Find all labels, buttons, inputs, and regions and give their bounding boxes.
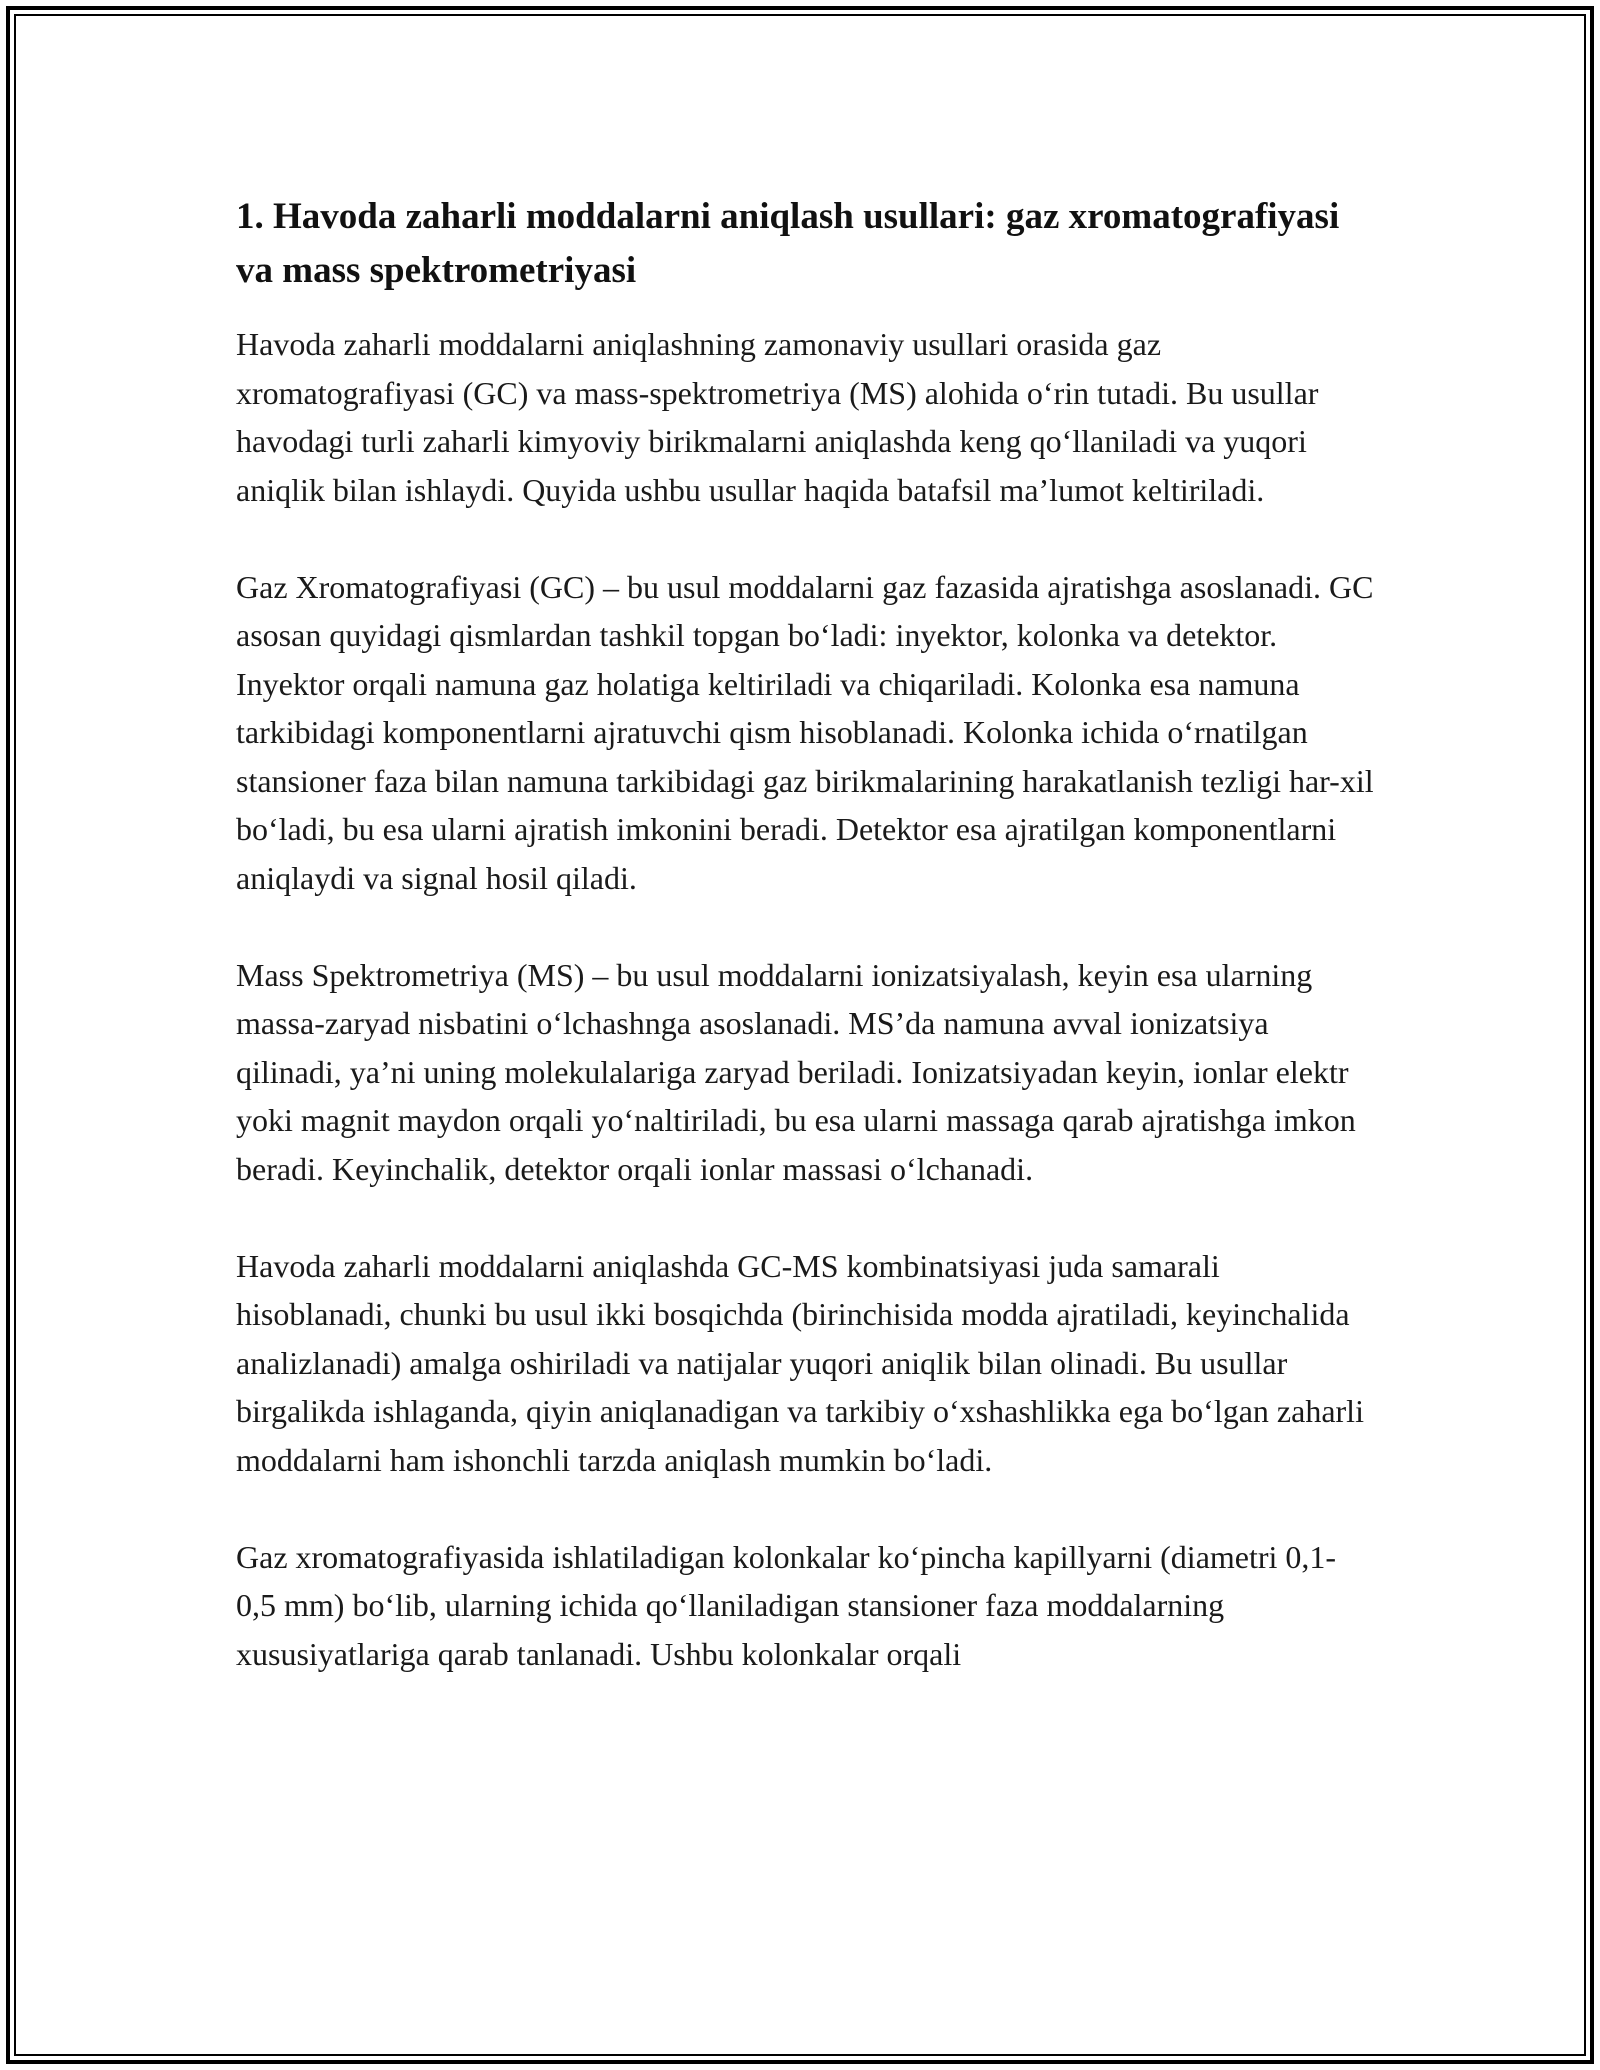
section-heading: 1. Havoda zaharli moddalarni aniqlash usullari: gaz xromatografiyasi va mass spektrometriyasi (236, 196, 1340, 291)
paragraph-gc-ms-combination: Havoda zaharli moddalarni aniqlashda GC-MS kombinatsiyasi juda samarali hisoblanadi, chunki bu usul ikki bosqichda (birinchisida modda ajratiladi, keyinchalida analizlanadi) amalga oshiriladi va natijalar yuqori aniqlik bilan olinadi. Bu usullar birgalikda ishlaganda, qiyin aniqlanadigan va tarkibiy o‘xshashlikka ega bo‘lgan zaharli moddalarni ham ishonchli tarzda aniqlash mumkin bo‘ladi. (236, 1247, 1364, 1478)
paragraph-gas-chromatography: Gaz Xromatografiyasi (GC) – bu usul moddalarni gaz fazasida ajratishga asoslanadi. GC asosan quyidagi qismlardan tashkil topgan bo‘ladi: inyektor, kolonka va detektor. Inyektor orqali namuna gaz holatiga keltiriladi va chiqariladi. Kolonka esa namuna tarkibidagi komponentlarni ajratuvchi qism hisoblanadi. Kolonka ichida o‘rnatilgan stansioner faza bilan namuna tarkibidagi gaz birikmalarining harakatlanish tezligi har-xil bo‘ladi, bu esa ularni ajratish imkonini beradi. Detektor esa ajratilgan komponentlarni aniqlaydi va signal hosil qiladi. (236, 568, 1374, 896)
paragraph-capillary-columns: Gaz xromatografiyasida ishlatiladigan kolonkalar ko‘pincha kapillyarni (diametri 0,1-0,5 mm) bo‘lib, ularning ichida qo‘llaniladigan stansioner faza moddalarning xususiyatlariga qarab tanlanadi. Ushbu kolonkalar orqali (236, 1538, 1337, 1672)
paragraph-mass-spectrometry: Mass Spektrometriya (MS) – bu usul moddalarni ionizatsiyalash, keyin esa ularning massa-zaryad nisbatini o‘lchashnga asoslanadi. MS’da namuna avval ionizatsiya qilinadi, ya’ni uning molekulalariga zaryad beriladi. Ionizatsiyadan keyin, ionlar elektr yoki magnit maydon orqali yo‘naltiriladi, bu esa ularni massaga qarab ajratishga imkon beradi. Keyinchalik, detektor orqali ionlar massasi o‘lchanadi. (236, 956, 1356, 1187)
paragraph-intro: Havoda zaharli moddalarni aniqlashning zamonaviy usullari orasida gaz xromatografiyasi (GC) va mass-spektrometriya (MS) alohida o‘rin tutadi. Bu usullar havodagi turli zaharli kimyoviy birikmalarni aniqlashda keng qo‘llaniladi va yuqori aniqlik bilan ishlaydi. Quyida ushbu usullar haqida batafsil ma’lumot keltiriladi. (236, 326, 1319, 508)
document-body (236, 190, 1376, 1678)
